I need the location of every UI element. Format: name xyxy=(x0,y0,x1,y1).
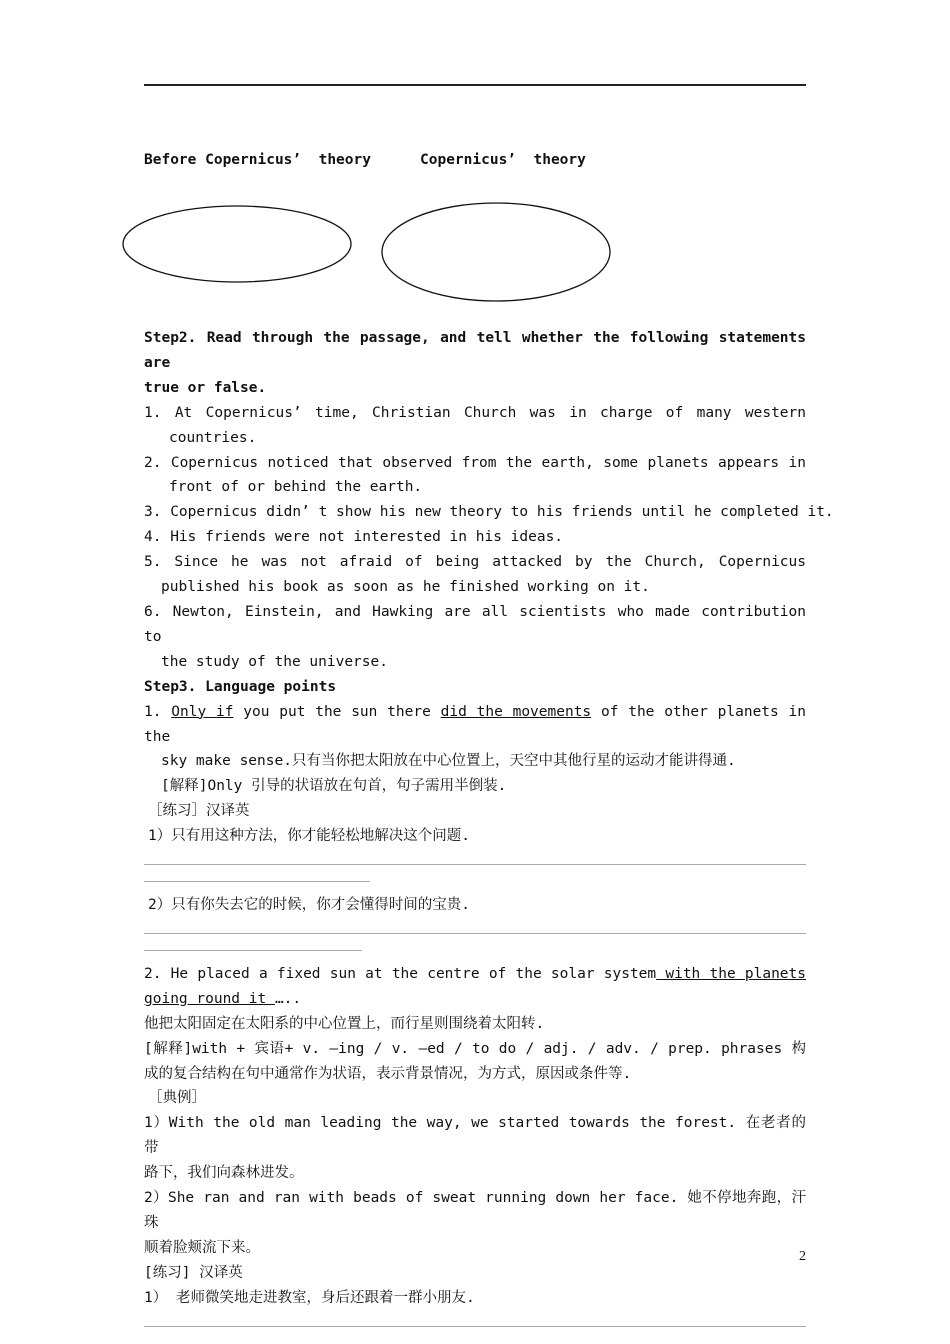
copernicus-theory-ellipse xyxy=(382,203,610,301)
answer-line xyxy=(144,1311,806,1341)
before-theory-ellipse xyxy=(123,206,351,282)
statement-3: 3. Copernicus didn’ t show his new theory to his friends until he completed it. xyxy=(144,504,834,521)
point-2-explanation-cont: 成的复合结构在句中通常作为状语，表示背景情况，为方式，原因或条件等. xyxy=(144,1065,632,1082)
point-1-end: of the other planets in the xyxy=(144,703,807,745)
example-2-cont: 顺着脸颊流下来。 xyxy=(144,1239,260,1256)
answer-line-short xyxy=(144,879,806,893)
point-1-underline-only-if: Only if xyxy=(171,703,234,720)
step2-title: Step2. Read through the passage, and tell whether the following statements are xyxy=(144,330,806,371)
point-1-question-2: 2）只有你失去它的时候，你才会懂得时间的宝贵. xyxy=(148,897,470,914)
point-1-number: 1. xyxy=(144,703,172,720)
copernicus-heading: Copernicus’ theory xyxy=(420,152,586,168)
point-1-cont: sky make sense.只有当你把太阳放在中心位置上，天空中其他行星的运动才能讲得通. xyxy=(161,753,736,770)
point-1 xyxy=(144,700,806,750)
step3-title: Step3. Language points xyxy=(144,678,337,695)
point-2-translation: 他把太阳固定在太阳系的中心位置上，而行星则围绕着太阳转. xyxy=(144,1015,545,1032)
example-1: 1）With the old man leading the way, we started towards the forest. 在老者的带 xyxy=(144,1115,806,1157)
main-content xyxy=(144,326,834,1341)
page-number: 2 xyxy=(799,1249,806,1264)
statement-5-cont: published his book as soon as he finished working on it. xyxy=(161,579,650,596)
step2-title-cont: true or false. xyxy=(144,379,267,396)
point-1-explanation: [解释]Only 引导的状语放在句首，句子需用半倒装. xyxy=(161,778,507,795)
statement-6-cont: the study of the universe. xyxy=(161,653,388,670)
point-2-underline-2: going round it xyxy=(144,990,275,1007)
point-1-underline-did: did the movements xyxy=(440,703,592,720)
point-2-practice-label: [练习] 汉译英 xyxy=(144,1264,243,1281)
point-2 xyxy=(144,962,806,987)
point-2-question-1: 1） 老师微笑地走进教室，身后还跟着一群小朋友. xyxy=(144,1289,475,1306)
answer-line-short xyxy=(144,948,806,962)
point-2-end: ….. xyxy=(274,990,302,1007)
theory-ellipses xyxy=(120,198,620,308)
header-rule xyxy=(144,84,806,86)
point-1-practice-label: ［练习］汉译英 xyxy=(148,803,250,820)
example-2: 2）She ran and ran with beads of sweat running down her face. 她不停地奔跑，汗珠 xyxy=(144,1190,806,1231)
answer-line xyxy=(144,849,806,879)
statement-2-cont: front of or behind the earth. xyxy=(169,479,423,496)
point-2-underline-1: with the planets xyxy=(656,965,806,982)
point-2-examples-label: ［典例］ xyxy=(148,1090,206,1107)
statement-4: 4. His friends were not interested in his ideas. xyxy=(144,529,564,546)
statement-2: 2. Copernicus noticed that observed from the earth, some planets appears in xyxy=(144,454,806,471)
answer-line xyxy=(144,918,806,948)
point-1-question-1: 1）只有用这种方法，你才能轻松地解决这个问题. xyxy=(148,828,470,845)
statement-1: 1. At Copernicus’ time, Christian Church was in charge of many western xyxy=(144,404,806,421)
point-1-mid: you put the sun there xyxy=(233,703,441,720)
statement-5: 5. Since he was not afraid of being attacked by the Church, Copernicus xyxy=(144,554,806,571)
example-1-cont: 路下，我们向森林进发。 xyxy=(144,1165,304,1182)
statement-1-cont: countries. xyxy=(169,429,257,446)
point-2-cont xyxy=(144,987,806,1012)
statement-6: 6. Newton, Einstein, and Hawking are all scientists who made contribution to xyxy=(144,603,806,645)
point-2-start: 2. He placed a fixed sun at the centre of the solar system xyxy=(144,965,657,982)
point-2-explanation: [解释]with + 宾语+ v. –ing / v. –ed / to do / adj. / adv. / prep. phrases 构 xyxy=(144,1040,806,1057)
before-copernicus-heading: Before Copernicus’ theory xyxy=(144,152,371,168)
